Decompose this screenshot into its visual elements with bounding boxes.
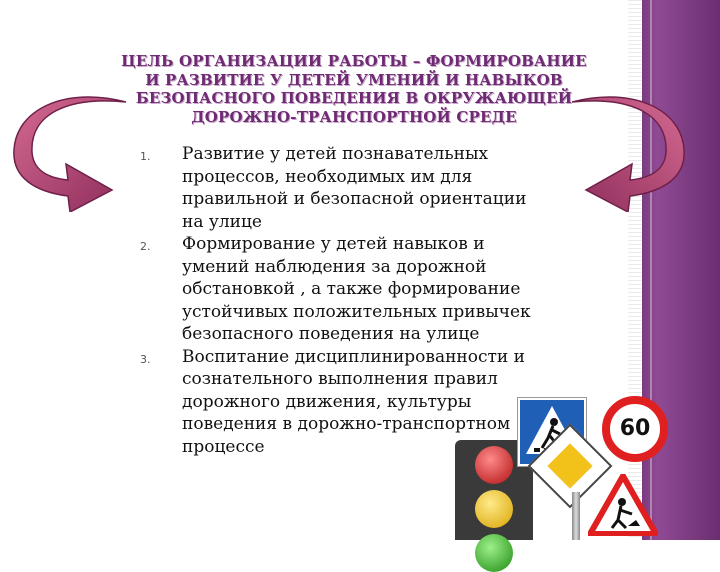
road-signs-illustration (510, 392, 660, 540)
curved-arrow-right-icon (560, 92, 690, 212)
list-item-number: 1. (140, 150, 151, 163)
list-item (140, 233, 540, 346)
slide-title: ЦЕЛЬ ОРГАНИЗАЦИИ РАБОТЫ – ФОРМИРОВАНИЕ И РАЗВИТИЕ У ДЕТЕЙ УМЕНИЙ И НАВЫКОВ БЕЗОПАСНОГО ПОВЕДЕНИЯ В ОКРУЖАЮЩЕЙ ДОРОЖНО-ТРАНСПОРТНОЙ СРЕДЕ (121, 52, 587, 126)
list-item-number: 2. (140, 240, 151, 253)
curved-arrow-left-icon (8, 92, 138, 212)
list-item-text: Развитие у детей познавательных процессов, необходимых им для правильной и безопасной ориентации на улице (182, 144, 527, 232)
list-item-number: 3. (140, 352, 151, 366)
goals-list (140, 143, 540, 458)
list-item-text: Формирование у детей навыков и умений наблюдения за дорожной обстановкой , а также формирование устойчивых положительных привычек безопасного поведения на улице (182, 234, 531, 344)
yellow-lamp (475, 490, 513, 528)
sign-pole (572, 492, 580, 540)
speed-limit-sign-icon: 60 (602, 396, 668, 462)
list-item (140, 143, 540, 233)
list-item-text: Воспитание дисциплинированности и сознательного выполнения правил дорожного движения, культуры поведения в дорожно-транспортном процессе (182, 346, 525, 457)
red-lamp (475, 446, 513, 484)
road-works-sign-icon (588, 474, 658, 536)
